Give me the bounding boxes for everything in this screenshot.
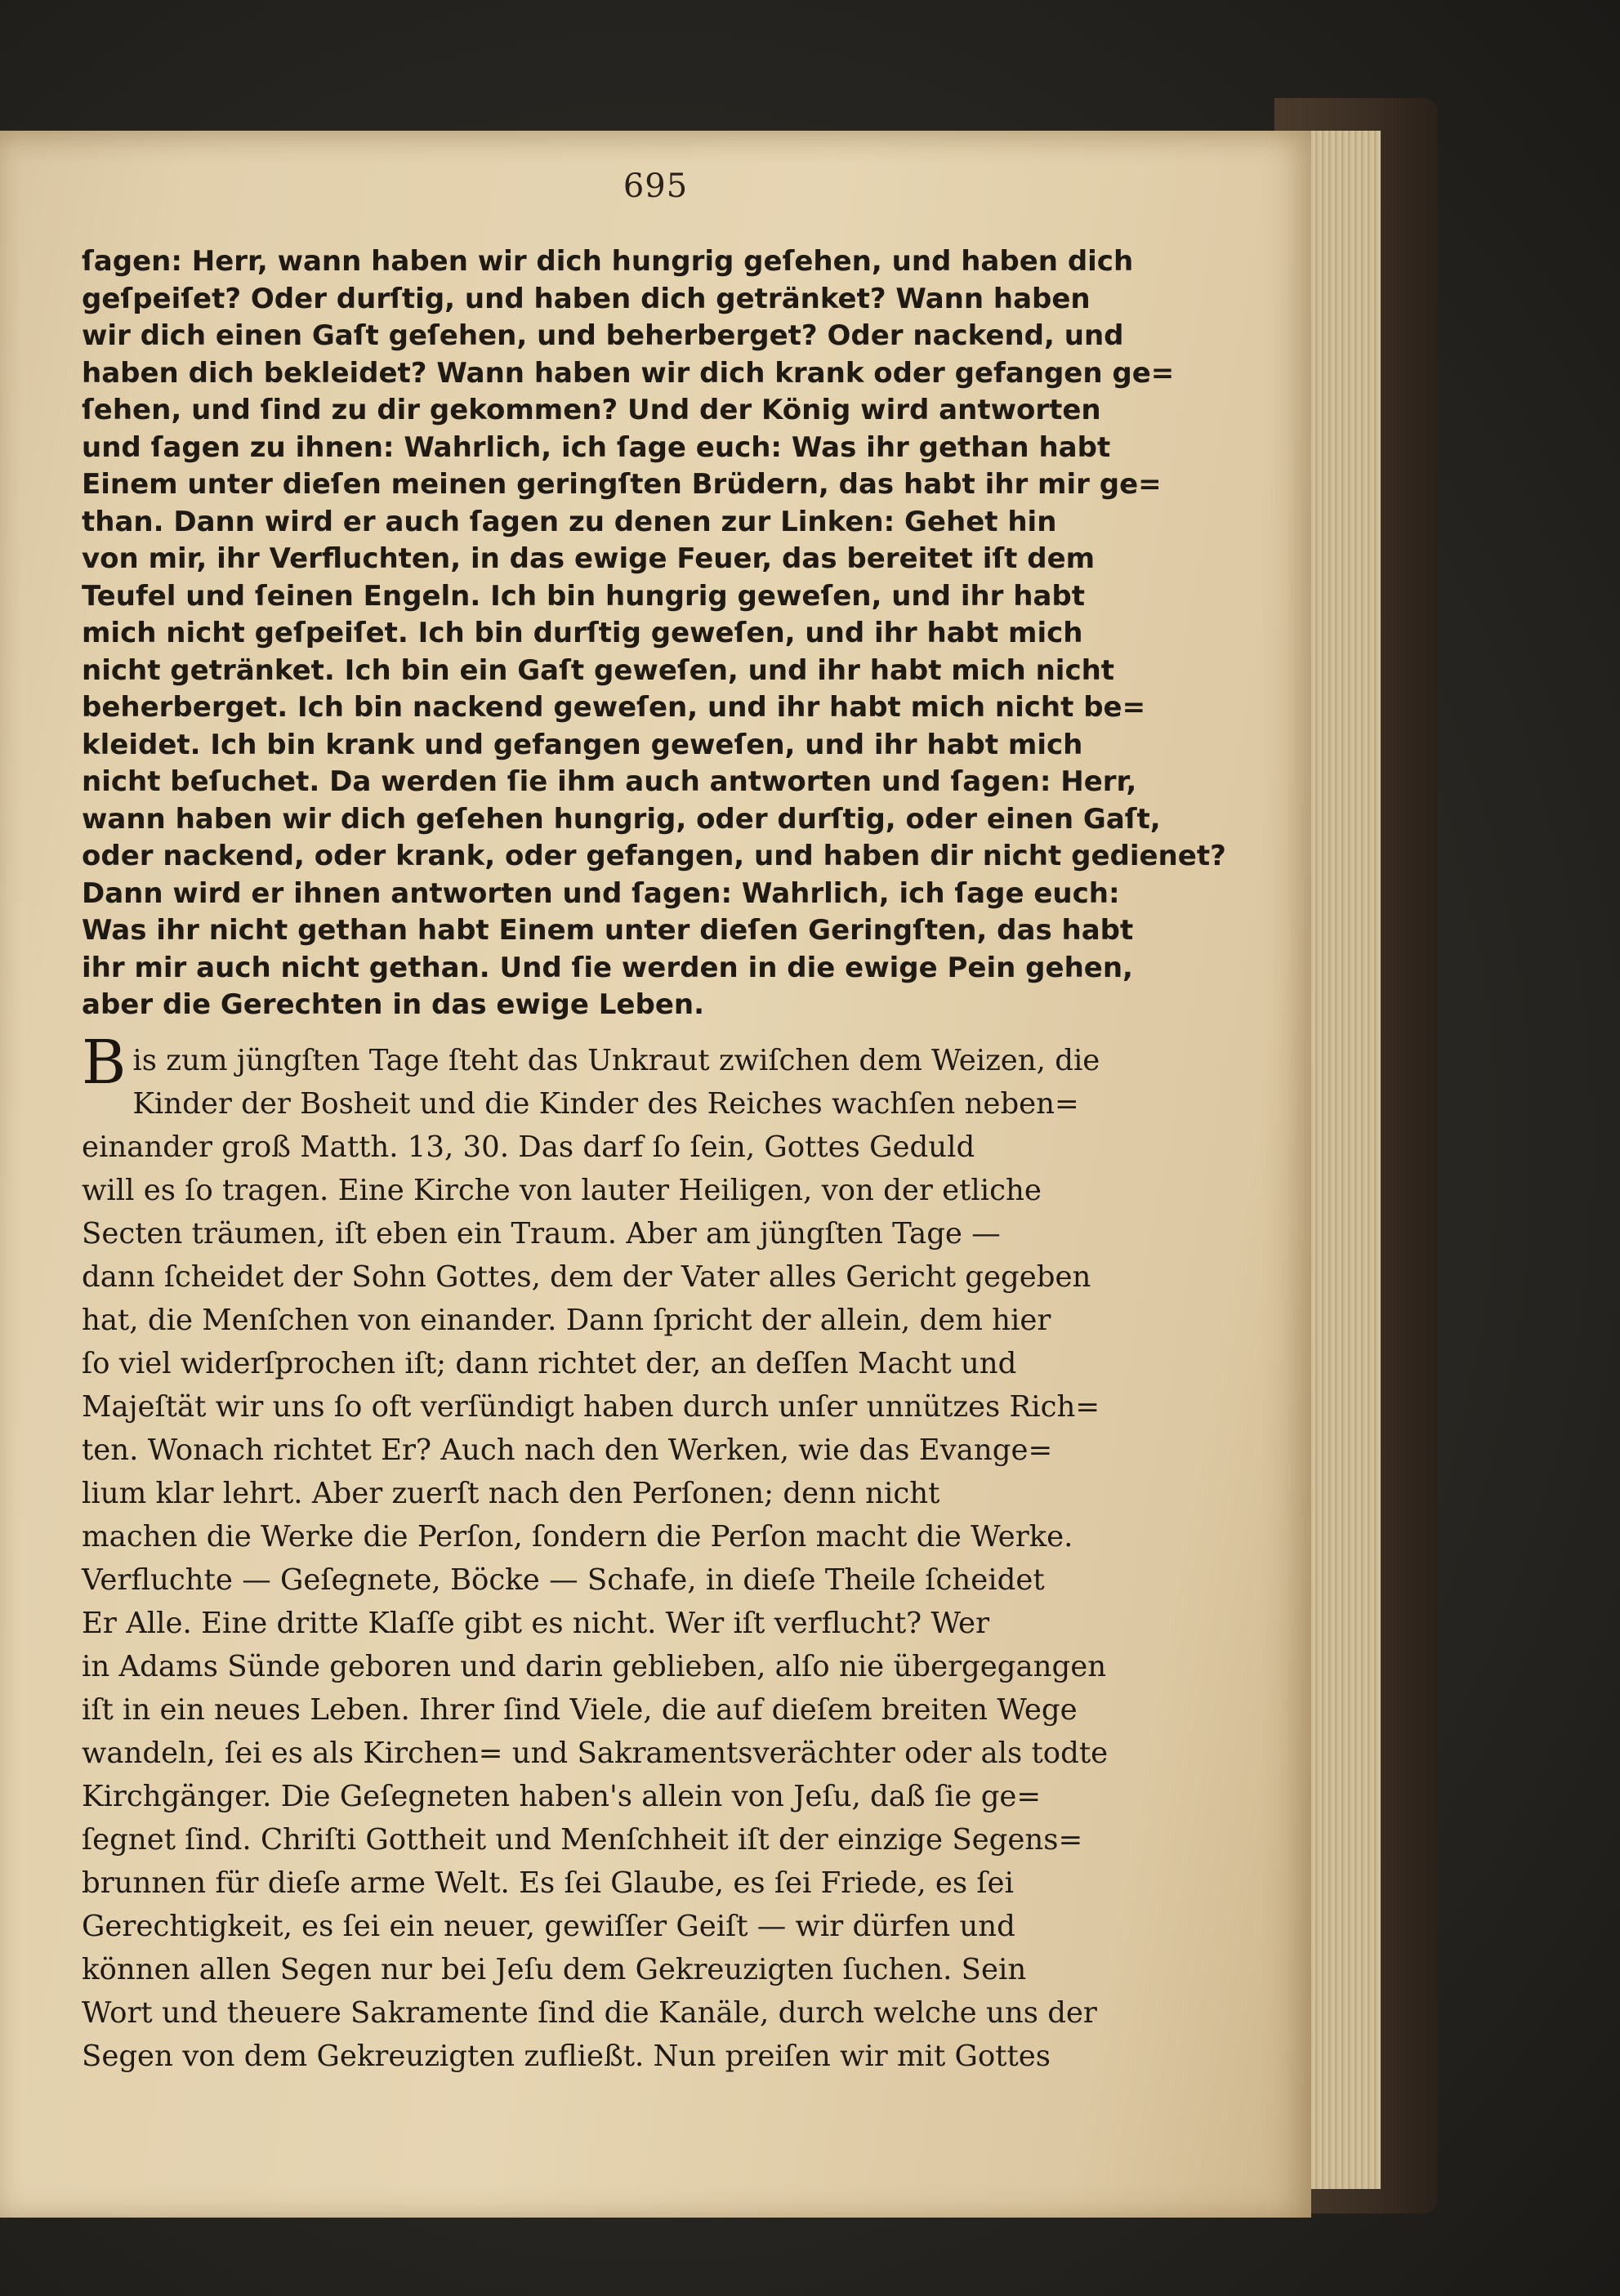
body-line: hat, die Menſchen von einander. Dann ſpricht der allein, dem hier [82, 1304, 1051, 1337]
quote-line: Dann wird er ihnen antworten und ſagen: Wahrlich, ich ſage euch: [82, 876, 1120, 910]
body-line: Er Alle. Eine dritte Klaſſe gibt es nicht. Wer iſt verflucht? Wer [82, 1607, 990, 1640]
quote-line: mich nicht geſpeiſet. Ich bin durſtig geweſen, und ihr habt mich [82, 617, 1083, 649]
quote-line: ihr mir auch nicht gethan. Und ſie werden in die ewige Pein gehen, [82, 951, 1133, 984]
quote-line: beherberget. Ich bin nackend geweſen, und ihr habt mich nicht be= [82, 691, 1146, 724]
quote-line: wann haben wir dich geſehen hungrig, oder durſtig, oder einen Gaſt, [82, 802, 1161, 836]
body-line: machen die Werke die Perſon, ſondern die Perſon macht die Werke. [82, 1520, 1073, 1554]
body-line: Wort und theuere Sakramente ſind die Kanäle, durch welche uns der [82, 1996, 1097, 2030]
body-line: ſo viel widerſprochen iſt; dann richtet der, an deſſen Macht und [82, 1347, 1017, 1380]
body-line: Gerechtigkeit, es ſei ein neuer, gewiſſer Geiſt — wir dürfen und [82, 1910, 1015, 1943]
page-number: 695 [623, 167, 689, 205]
body-line: ſegnet ſind. Chriſti Gottheit und Menſchheit iſt der einzige Segens= [82, 1823, 1083, 1857]
body-line: wandeln, ſei es als Kirchen= und Sakramentsverächter oder als todte [82, 1736, 1109, 1770]
body-line: is zum jüngſten Tage ſteht das Unkraut zwiſchen dem Weizen, die [132, 1044, 1100, 1077]
body-line: iſt in ein neues Leben. Ihrer ſind Viele, die auf dieſem breiten Wege [82, 1693, 1078, 1727]
quote-line: nicht beſuchet. Da werden ſie ihm auch antworten und ſagen: Herr, [82, 765, 1137, 798]
quote-line: nicht getränket. Ich bin ein Gaſt geweſen, und ihr habt mich nicht [82, 653, 1115, 687]
body-line: Kinder der Bosheit und die Kinder des Reiches wachſen neben= [132, 1087, 1079, 1121]
quote-line: ſehen, und ſind zu dir gekommen? Und der König wird antworten [82, 394, 1101, 426]
body-line: können allen Segen nur bei Jeſu dem Gekreuzigten ſuchen. Sein [82, 1953, 1027, 1986]
body-line: Verfluchte — Geſegnete, Böcke — Schafe, in dieſe Theile ſcheidet [82, 1563, 1045, 1597]
body-line: will es ſo tragen. Eine Kirche von lauter Heiligen, von der etliche [82, 1174, 1042, 1207]
page-edges [1299, 131, 1381, 2189]
quote-line: wir dich einen Gaſt geſehen, und beherberget? Oder nackend, und [82, 319, 1124, 352]
quote-line: Teufel und ſeinen Engeln. Ich bin hungrig geweſen, und ihr habt [82, 579, 1086, 613]
quote-line: geſpeiſet? Oder durſtig, und haben dich getränket? Wann haben [82, 282, 1091, 315]
quote-line: oder nackend, oder krank, oder gefangen, und haben dir nicht gedienet? [82, 840, 1226, 872]
body-line: brunnen für dieſe arme Welt. Es ſei Glaube, es ſei Friede, es ſei [82, 1866, 1014, 1900]
quote-line: than. Dann wird er auch ſagen zu denen zur Linken: Gehet hin [82, 505, 1057, 538]
quote-line: Einem unter dieſen meinen geringſten Brüdern, das habt ihr mir ge= [82, 468, 1162, 501]
book-page [0, 131, 1311, 2218]
body-line: Majeſtät wir uns ſo oft verſündigt haben durch unſer unnützes Rich= [82, 1390, 1100, 1424]
body-line: einander groß Matth. 13, 30. Das darf ſo ſein, Gottes Geduld [82, 1130, 975, 1164]
body-line: Segen von dem Gekreuzigten zufließt. Nun preiſen wir mit Gottes [82, 2040, 1051, 2073]
quote-line: haben dich bekleidet? Wann haben wir dich krank oder gefangen ge= [82, 356, 1175, 390]
body-line: ten. Wonach richtet Er? Auch nach den Werken, wie das Evange= [82, 1433, 1053, 1467]
quote-line: von mir, ihr Verfluchten, in das ewige Feuer, das bereitet iſt dem [82, 542, 1096, 575]
drop-cap: B [82, 1028, 127, 1098]
body-line: lium klar lehrt. Aber zuerſt nach den Perſonen; denn nicht [82, 1477, 940, 1510]
body-line: Secten träumen, iſt eben ein Traum. Aber am jüngſten Tage — [82, 1217, 1001, 1251]
quote-line: Was ihr nicht gethan habt Einem unter dieſen Geringſten, das habt [82, 914, 1134, 947]
body-line: in Adams Sünde geboren und darin geblieben, alſo nie übergegangen [82, 1650, 1107, 1683]
quote-line: ſagen: Herr, wann haben wir dich hungrig geſehen, und haben dich [82, 245, 1134, 278]
meditation-section [82, 1028, 1209, 2078]
bible-quote-section [82, 243, 1226, 1024]
quote-line: kleidet. Ich bin krank und gefangen geweſen, und ihr habt mich [82, 728, 1083, 761]
quote-line: und ſagen zu ihnen: Wahrlich, ich ſage euch: Was ihr gethan habt [82, 430, 1111, 464]
quote-line: aber die Gerechten in das ewige Leben. [82, 988, 704, 1021]
body-line: dann ſcheidet der Sohn Gottes, dem der Vater alles Gericht gegeben [82, 1260, 1091, 1294]
body-line: Kirchgänger. Die Geſegneten haben's allein von Jeſu, daß ſie ge= [82, 1780, 1042, 1813]
